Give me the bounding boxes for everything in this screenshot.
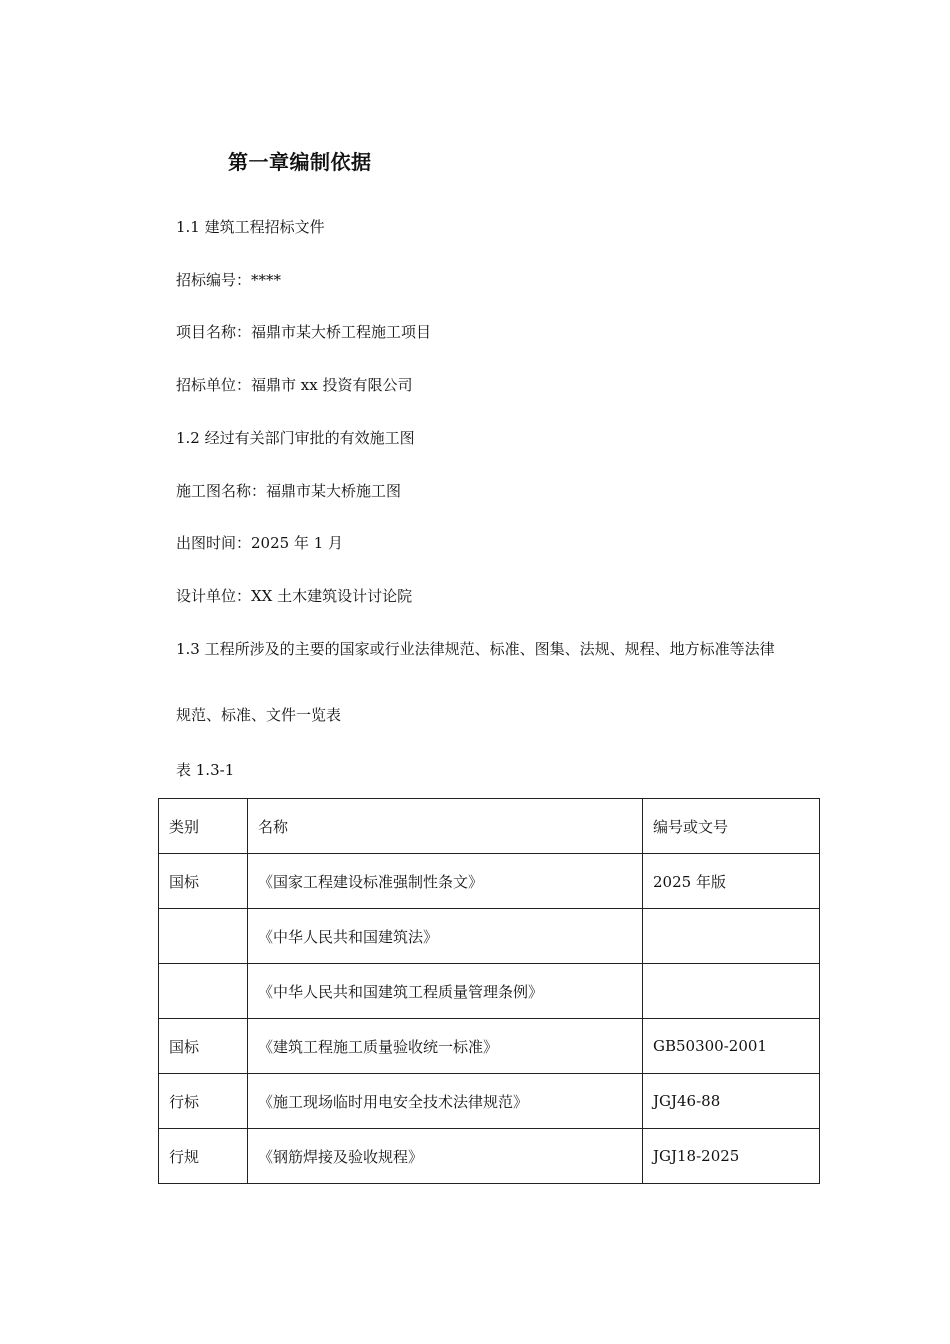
- design-unit-line: 设计单位：XX 土木建筑设计讨论院: [176, 587, 413, 605]
- table-row: [159, 1019, 820, 1074]
- drawing-date-line: 出图时间：2025 年 1 月: [176, 534, 344, 552]
- table-row: [159, 964, 820, 1019]
- code-cell: 2025 年版: [643, 854, 820, 909]
- code-cell: JGJ46-88: [643, 1074, 820, 1129]
- section-heading-1-3: 1.3 工程所涉及的主要的国家或行业法律规范、标准、图集、法规、规程、地方标准等法律: [176, 640, 775, 658]
- code-cell: JGJ18-2025: [643, 1129, 820, 1184]
- category-cell: [159, 909, 248, 964]
- tender-unit-line: 招标单位：福鼎市 xx 投资有限公司: [176, 376, 413, 394]
- category-cell: [159, 964, 248, 1019]
- section-heading-1-3-continued: 规范、标准、文件一览表: [176, 706, 342, 724]
- drawing-name-line: 施工图名称：福鼎市某大桥施工图: [176, 482, 402, 500]
- name-cell: 《施工现场临时用电安全技术法律规范》: [248, 1074, 643, 1129]
- section-heading-1-1: 1.1 建筑工程招标文件: [176, 218, 325, 236]
- table-caption: 表 1.3-1: [176, 761, 235, 779]
- name-cell: 《国家工程建设标准强制性条文》: [248, 854, 643, 909]
- project-name-line: 项目名称：福鼎市某大桥工程施工项目: [176, 323, 432, 341]
- code-cell: [643, 964, 820, 1019]
- table-row: [159, 1074, 820, 1129]
- header-cell-name: 名称: [248, 799, 643, 854]
- category-cell: 行标: [159, 1074, 248, 1129]
- name-cell: 《中华人民共和国建筑工程质量管理条例》: [248, 964, 643, 1019]
- code-cell: GB50300-2001: [643, 1019, 820, 1074]
- category-cell: 国标: [159, 854, 248, 909]
- header-cell-code: 编号或文号: [643, 799, 820, 854]
- table-row: [159, 854, 820, 909]
- tender-number-line: 招标编号：****: [176, 271, 282, 289]
- table-row: [159, 1129, 820, 1184]
- table-header-row: [159, 799, 820, 854]
- standards-table: [158, 798, 820, 1184]
- section-heading-1-2: 1.2 经过有关部门审批的有效施工图: [176, 429, 415, 447]
- table-row: [159, 909, 820, 964]
- code-cell: [643, 909, 820, 964]
- header-cell-category: 类别: [159, 799, 248, 854]
- name-cell: 《钢筋焊接及验收规程》: [248, 1129, 643, 1184]
- category-cell: 国标: [159, 1019, 248, 1074]
- chapter-title: 第一章编制依据: [228, 150, 372, 174]
- name-cell: 《中华人民共和国建筑法》: [248, 909, 643, 964]
- category-cell: 行规: [159, 1129, 248, 1184]
- name-cell: 《建筑工程施工质量验收统一标准》: [248, 1019, 643, 1074]
